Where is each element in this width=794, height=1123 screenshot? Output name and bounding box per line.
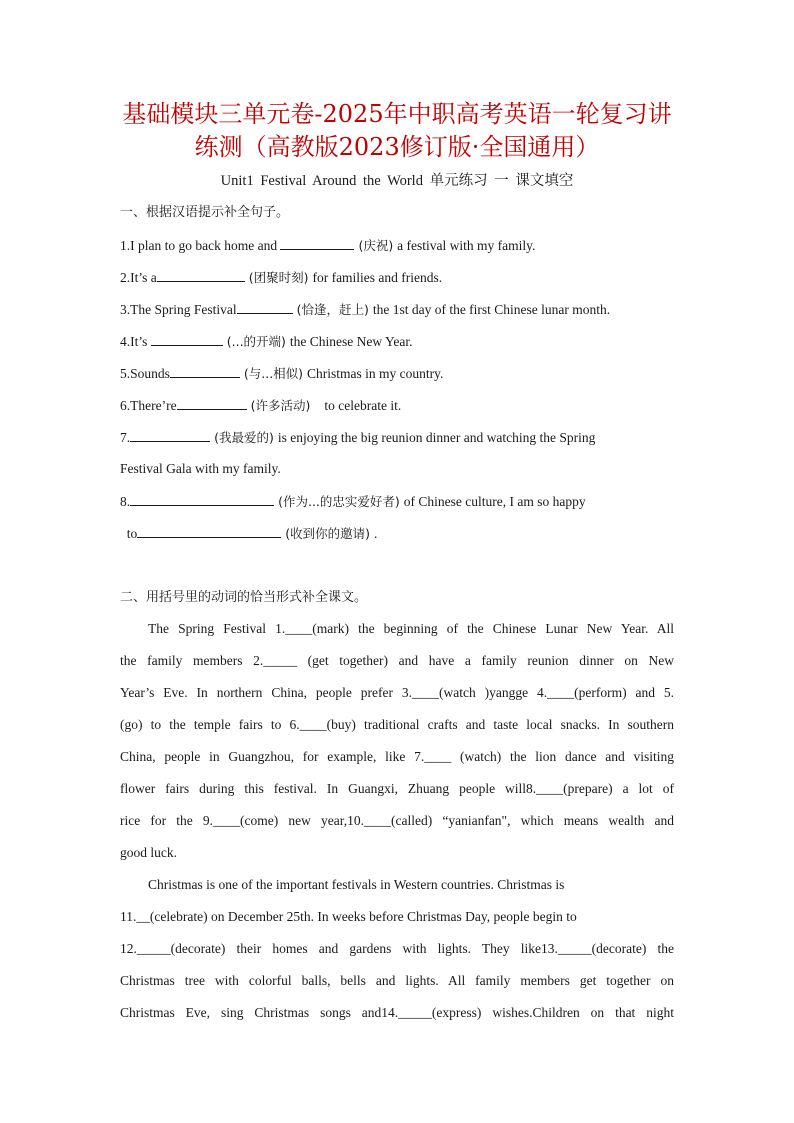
passage-line: Christmas is one of the important festivals in Western countries. Christmas is xyxy=(148,877,565,892)
passage-line: the family members 2._____ (get together) and have a family reunion dinner on New xyxy=(120,653,674,668)
answer-blank[interactable] xyxy=(157,267,245,282)
sentence-item-continued: Festival Gala with my family. xyxy=(120,461,281,476)
answer-blank[interactable] xyxy=(130,427,210,442)
passage-line: Christmas tree with colorful balls, bells and lights. All family members get together on xyxy=(120,973,674,988)
passage-line: Christmas Eve, sing Christmas songs and14._____(express) wishes.Children on that night xyxy=(120,1005,674,1020)
answer-blank[interactable] xyxy=(130,491,274,506)
sentence-item: 3.The Spring Festival (恰逢，赶上) the 1st day of the first Chinese lunar month. xyxy=(120,299,680,320)
answer-blank[interactable] xyxy=(137,523,281,538)
passage-line: (go) to the temple fairs to 6.____(buy) traditional crafts and taste local snacks. In southern xyxy=(120,717,674,732)
sentence-item: 5.Sounds (与...相似) Christmas in my country. xyxy=(120,363,680,384)
passage-line: good luck. xyxy=(120,845,177,860)
answer-blank[interactable] xyxy=(170,363,240,378)
sentence-item: 7. (我最爱的) is enjoying the big reunion dinner and watching the Spring xyxy=(120,427,680,448)
sentence-item: 8. (作为...的忠实爱好者) of Chinese culture, I am so happy xyxy=(120,491,680,512)
passage-line: Year’s Eve. In northern China, people prefer 3.____(watch )yangge 4.____(perform) and 5. xyxy=(120,685,674,700)
passage-line: China, people in Guangzhou, for example, like 7.____ (watch) the lion dance and visiting xyxy=(120,749,674,764)
answer-blank[interactable] xyxy=(280,235,354,250)
answer-blank[interactable] xyxy=(177,395,247,410)
passage-line: 12._____(decorate) their homes and gardens with lights. They like13._____(decorate) the xyxy=(120,941,674,956)
sentence-item: 6.There’re (许多活动) to celebrate it. xyxy=(120,395,680,416)
passage-line: The Spring Festival 1.____(mark) the beginning of the Chinese Lunar New Year. All xyxy=(148,621,674,636)
sentence-item: 1.I plan to go back home and (庆祝) a festival with my family. xyxy=(120,235,680,256)
answer-blank[interactable] xyxy=(237,299,293,314)
sentence-item: 4.It’s (...的开端) the Chinese New Year. xyxy=(120,331,680,352)
unit-subtitle: Unit1 Festival Around the World 单元练习 一 课文填空 xyxy=(220,173,574,189)
passage-line: flower fairs during this festival. In Guangxi, Zhuang people will8.____(prepare) a lot of xyxy=(120,781,674,796)
passage-line: 11.__(celebrate) on December 25th. In weeks before Christmas Day, people begin to xyxy=(120,909,577,924)
title-line-1: 基础模块三单元卷-2025年中职高考英语一轮复习讲 xyxy=(122,100,672,128)
sentence-item: 2.It’s a (团聚时刻) for families and friends. xyxy=(120,267,680,288)
passage-line: rice for the 9.____(come) new year,10.____(called) “yanianfan", which means wealth and xyxy=(120,813,674,828)
sentence-item-continued: to (收到你的邀请) . xyxy=(120,523,680,544)
answer-blank[interactable] xyxy=(151,331,223,346)
section-1-heading: 一、根据汉语提示补全句子。 xyxy=(120,205,290,220)
title-line-2: 练测（高教版2023修订版·全国通用） xyxy=(194,133,600,161)
section-2-heading: 二、用括号里的动词的恰当形式补全课文。 xyxy=(120,590,368,605)
